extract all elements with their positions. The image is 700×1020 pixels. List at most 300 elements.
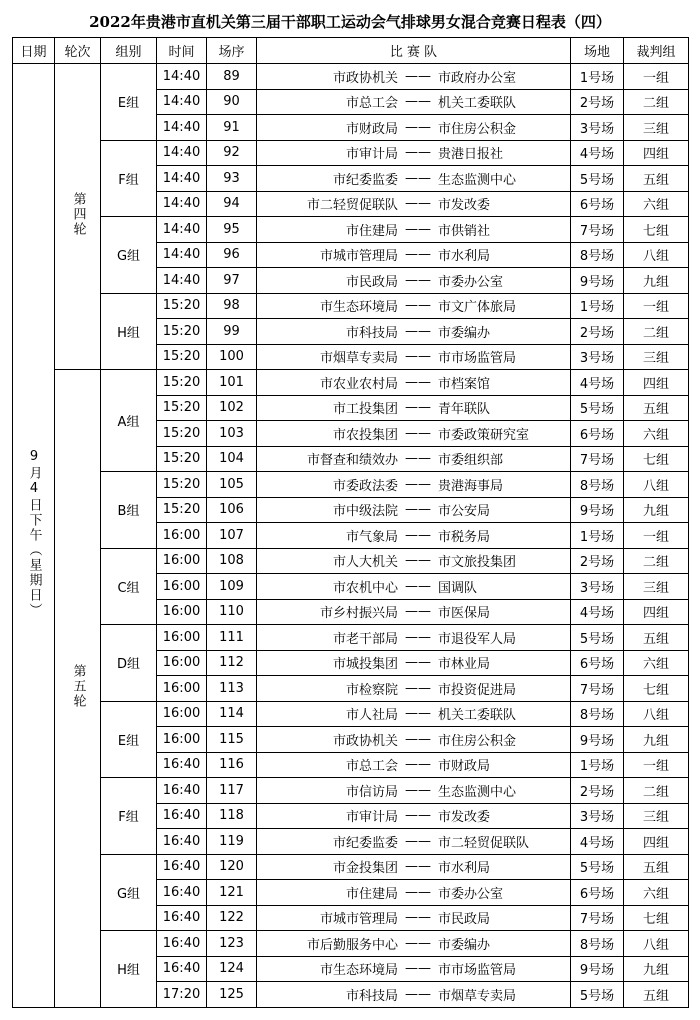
teams-cell [257, 523, 571, 549]
teams-cell [257, 982, 571, 1008]
group-cell: B组 [101, 472, 157, 549]
time-cell: 16:40 [157, 905, 207, 931]
venue-cell: 5号场 [571, 625, 624, 651]
time-cell: 14:40 [157, 242, 207, 268]
vs-dash: —— [405, 119, 431, 135]
away-team: 市文广体旅局 [438, 300, 517, 316]
away-team: 贵港海事局 [438, 478, 504, 494]
vs-dash: —— [405, 221, 431, 237]
away-team: 市发改委 [438, 198, 491, 214]
referee-cell: 二组 [624, 778, 689, 804]
referee-cell: 四组 [624, 829, 689, 855]
home-team: 市督查和绩效办 [306, 453, 398, 469]
away-team: 市退役军人局 [438, 631, 517, 647]
teams-cell [257, 395, 571, 421]
time-cell: 16:00 [157, 650, 207, 676]
away-team: 市民政局 [438, 912, 491, 928]
teams-cell [257, 625, 571, 651]
schedule-table [12, 37, 689, 1008]
away-team: 市委组织部 [438, 453, 504, 469]
away-team: 市委办公室 [438, 886, 504, 902]
home-team: 市纪委监委 [332, 172, 398, 188]
home-team: 市科技局 [345, 988, 398, 1004]
referee-cell: 七组 [624, 676, 689, 702]
venue-cell: 4号场 [571, 370, 624, 396]
referee-cell: 八组 [624, 931, 689, 957]
time-cell: 15:20 [157, 421, 207, 447]
referee-cell: 二组 [624, 319, 689, 345]
header-referee: 裁判组 [624, 38, 689, 64]
time-cell: 16:40 [157, 752, 207, 778]
teams-cell [257, 931, 571, 957]
vs-dash: —— [405, 502, 431, 518]
match-no-cell: 118 [207, 803, 257, 829]
referee-cell: 五组 [624, 854, 689, 880]
vs-dash: —— [405, 170, 431, 186]
teams-cell [257, 956, 571, 982]
round-label: 第四轮 [70, 192, 86, 237]
home-team: 市生态环境局 [319, 963, 398, 979]
venue-cell: 4号场 [571, 599, 624, 625]
match-row [13, 293, 689, 319]
teams-cell [257, 778, 571, 804]
match-no-cell: 91 [207, 115, 257, 141]
match-no-cell: 100 [207, 344, 257, 370]
away-team: 市水利局 [438, 249, 491, 265]
home-team: 市委政法委 [332, 478, 398, 494]
referee-cell: 五组 [624, 982, 689, 1008]
date-label: 9月4日下午（星期日） [26, 448, 42, 618]
home-team: 市人大机关 [332, 555, 398, 571]
vs-dash: —— [405, 400, 431, 416]
match-no-cell: 98 [207, 293, 257, 319]
time-cell: 14:40 [157, 217, 207, 243]
away-team: 市市场监管局 [438, 963, 517, 979]
home-team: 市住建局 [345, 886, 398, 902]
page-title: 2022年贵港市直机关第三届干部职工运动会气排球男女混合竞赛日程表（四） [89, 13, 611, 31]
match-row [13, 625, 689, 651]
match-no-cell: 93 [207, 166, 257, 192]
teams-cell [257, 497, 571, 523]
teams-cell [257, 650, 571, 676]
vs-dash: —— [405, 884, 431, 900]
venue-cell: 5号场 [571, 854, 624, 880]
venue-cell: 5号场 [571, 395, 624, 421]
round-label: 第五轮 [70, 663, 86, 709]
teams-cell [257, 599, 571, 625]
time-cell: 16:40 [157, 778, 207, 804]
vs-dash: —— [405, 935, 431, 951]
away-team: 市发改委 [438, 810, 491, 826]
round-cell [55, 64, 101, 370]
home-team: 市烟草专卖局 [319, 351, 398, 367]
group-cell: C组 [101, 548, 157, 625]
teams-cell [257, 140, 571, 166]
teams-cell [257, 676, 571, 702]
home-team: 市工投集团 [332, 402, 398, 418]
match-row [13, 64, 689, 90]
home-team: 市住建局 [345, 223, 398, 239]
time-cell: 16:00 [157, 523, 207, 549]
away-team: 贵港日报社 [438, 147, 504, 163]
time-cell: 15:20 [157, 497, 207, 523]
venue-cell: 3号场 [571, 344, 624, 370]
referee-cell: 六组 [624, 421, 689, 447]
away-team: 市供销社 [438, 223, 491, 239]
match-no-cell: 102 [207, 395, 257, 421]
home-team: 市二轻贸促联队 [306, 198, 398, 214]
teams-cell [257, 574, 571, 600]
teams-cell [257, 293, 571, 319]
referee-cell: 五组 [624, 625, 689, 651]
referee-cell: 五组 [624, 166, 689, 192]
time-cell: 16:40 [157, 854, 207, 880]
referee-cell: 九组 [624, 268, 689, 294]
match-no-cell: 89 [207, 64, 257, 90]
match-row [13, 854, 689, 880]
group-cell: E组 [101, 701, 157, 778]
venue-cell: 9号场 [571, 956, 624, 982]
match-no-cell: 115 [207, 727, 257, 753]
time-cell: 15:20 [157, 293, 207, 319]
teams-cell [257, 268, 571, 294]
time-cell: 15:20 [157, 472, 207, 498]
vs-dash: —— [405, 961, 431, 977]
venue-cell: 9号场 [571, 497, 624, 523]
venue-cell: 6号场 [571, 650, 624, 676]
vs-dash: —— [405, 298, 431, 314]
time-cell: 16:40 [157, 880, 207, 906]
away-team: 市住房公积金 [438, 121, 517, 137]
away-team: 机关工委联队 [438, 708, 517, 724]
vs-dash: —— [405, 604, 431, 620]
match-no-cell: 122 [207, 905, 257, 931]
time-cell: 16:40 [157, 931, 207, 957]
time-cell: 14:40 [157, 64, 207, 90]
match-no-cell: 99 [207, 319, 257, 345]
referee-cell: 六组 [624, 191, 689, 217]
referee-cell: 九组 [624, 956, 689, 982]
teams-cell [257, 166, 571, 192]
vs-dash: —— [405, 680, 431, 696]
match-no-cell: 124 [207, 956, 257, 982]
vs-dash: —— [405, 145, 431, 161]
match-row [13, 217, 689, 243]
match-row [13, 931, 689, 957]
vs-dash: —— [405, 272, 431, 288]
referee-cell: 七组 [624, 446, 689, 472]
venue-cell: 1号场 [571, 752, 624, 778]
venue-cell: 8号场 [571, 242, 624, 268]
match-no-cell: 90 [207, 89, 257, 115]
teams-cell [257, 217, 571, 243]
referee-cell: 二组 [624, 548, 689, 574]
venue-cell: 1号场 [571, 64, 624, 90]
referee-cell: 一组 [624, 64, 689, 90]
time-cell: 16:40 [157, 956, 207, 982]
vs-dash: —— [405, 629, 431, 645]
home-team: 市总工会 [345, 759, 398, 775]
group-cell: F组 [101, 778, 157, 855]
time-cell: 15:20 [157, 344, 207, 370]
match-no-cell: 103 [207, 421, 257, 447]
match-no-cell: 94 [207, 191, 257, 217]
away-team: 市委政策研究室 [438, 427, 530, 443]
time-cell: 16:40 [157, 803, 207, 829]
venue-cell: 6号场 [571, 421, 624, 447]
away-team: 市税务局 [438, 529, 491, 545]
match-row [13, 472, 689, 498]
venue-cell: 8号场 [571, 931, 624, 957]
venue-cell: 2号场 [571, 89, 624, 115]
away-team: 生态监测中心 [438, 172, 517, 188]
vs-dash: —— [405, 527, 431, 543]
time-cell: 15:20 [157, 370, 207, 396]
round-cell [55, 370, 101, 1008]
time-cell: 16:00 [157, 727, 207, 753]
referee-cell: 一组 [624, 752, 689, 778]
match-no-cell: 105 [207, 472, 257, 498]
time-cell: 14:40 [157, 115, 207, 141]
group-cell: G组 [101, 854, 157, 931]
away-team: 市市场监管局 [438, 351, 517, 367]
teams-cell [257, 319, 571, 345]
group-cell: H组 [101, 931, 157, 1008]
match-no-cell: 101 [207, 370, 257, 396]
teams-cell [257, 472, 571, 498]
referee-cell: 三组 [624, 574, 689, 600]
teams-cell [257, 548, 571, 574]
vs-dash: —— [405, 757, 431, 773]
vs-dash: —— [405, 374, 431, 390]
teams-cell [257, 89, 571, 115]
away-team: 市二轻贸促联队 [438, 835, 530, 851]
vs-dash: —— [405, 808, 431, 824]
home-team: 市城市管理局 [319, 249, 398, 265]
venue-cell: 3号场 [571, 115, 624, 141]
match-no-cell: 97 [207, 268, 257, 294]
header-time: 时间 [157, 38, 207, 64]
away-team: 市委编办 [438, 325, 491, 341]
venue-cell: 9号场 [571, 268, 624, 294]
group-cell: F组 [101, 140, 157, 217]
referee-cell: 四组 [624, 140, 689, 166]
vs-dash: —— [405, 859, 431, 875]
time-cell: 15:20 [157, 446, 207, 472]
venue-cell: 5号场 [571, 166, 624, 192]
home-team: 市中级法院 [332, 504, 398, 520]
date-cell [13, 64, 55, 1008]
vs-dash: —— [405, 578, 431, 594]
vs-dash: —— [405, 833, 431, 849]
away-team: 市公安局 [438, 504, 491, 520]
time-cell: 16:00 [157, 574, 207, 600]
teams-cell [257, 803, 571, 829]
venue-cell: 1号场 [571, 293, 624, 319]
away-team: 机关工委联队 [438, 96, 517, 112]
referee-cell: 五组 [624, 395, 689, 421]
time-cell: 14:40 [157, 268, 207, 294]
group-cell: E组 [101, 64, 157, 141]
away-team: 市投资促进局 [438, 682, 517, 698]
home-team: 市信访局 [345, 784, 398, 800]
home-team: 市城市管理局 [319, 912, 398, 928]
referee-cell: 八组 [624, 242, 689, 268]
home-team: 市乡村振兴局 [319, 606, 398, 622]
teams-cell [257, 701, 571, 727]
venue-cell: 6号场 [571, 191, 624, 217]
teams-cell [257, 905, 571, 931]
referee-cell: 七组 [624, 217, 689, 243]
away-team: 市住房公积金 [438, 733, 517, 749]
time-cell: 17:20 [157, 982, 207, 1008]
vs-dash: —— [405, 782, 431, 798]
venue-cell: 2号场 [571, 548, 624, 574]
home-team: 市老干部局 [332, 631, 398, 647]
home-team: 市纪委监委 [332, 835, 398, 851]
home-team: 市农投集团 [332, 427, 398, 443]
venue-cell: 7号场 [571, 446, 624, 472]
referee-cell: 四组 [624, 370, 689, 396]
teams-cell [257, 191, 571, 217]
header-teams: 比 赛 队 [257, 38, 571, 64]
time-cell: 16:00 [157, 548, 207, 574]
teams-cell [257, 829, 571, 855]
referee-cell: 九组 [624, 497, 689, 523]
vs-dash: —— [405, 94, 431, 110]
away-team: 市烟草专卖局 [438, 988, 517, 1004]
teams-cell [257, 752, 571, 778]
match-no-cell: 104 [207, 446, 257, 472]
time-cell: 15:20 [157, 319, 207, 345]
teams-cell [257, 446, 571, 472]
home-team: 市政协机关 [332, 733, 398, 749]
teams-cell [257, 880, 571, 906]
teams-cell [257, 727, 571, 753]
group-cell: D组 [101, 625, 157, 702]
match-no-cell: 110 [207, 599, 257, 625]
referee-cell: 二组 [624, 89, 689, 115]
venue-cell: 5号场 [571, 982, 624, 1008]
home-team: 市城投集团 [332, 657, 398, 673]
away-team: 国调队 [438, 580, 478, 596]
vs-dash: —— [405, 425, 431, 441]
group-cell: G组 [101, 217, 157, 294]
match-no-cell: 95 [207, 217, 257, 243]
header-venue: 场地 [571, 38, 624, 64]
match-no-cell: 106 [207, 497, 257, 523]
time-cell: 16:00 [157, 701, 207, 727]
vs-dash: —— [405, 476, 431, 492]
teams-cell [257, 64, 571, 90]
venue-cell: 7号场 [571, 217, 624, 243]
header-row [13, 38, 689, 64]
header-round: 轮次 [55, 38, 101, 64]
venue-cell: 2号场 [571, 778, 624, 804]
home-team: 市总工会 [345, 96, 398, 112]
match-row [13, 778, 689, 804]
venue-cell: 6号场 [571, 880, 624, 906]
match-no-cell: 107 [207, 523, 257, 549]
match-row [13, 701, 689, 727]
home-team: 市民政局 [345, 274, 398, 290]
vs-dash: —— [405, 706, 431, 722]
venue-cell: 4号场 [571, 140, 624, 166]
teams-cell [257, 854, 571, 880]
referee-cell: 一组 [624, 523, 689, 549]
home-team: 市金投集团 [332, 861, 398, 877]
away-team: 市水利局 [438, 861, 491, 877]
venue-cell: 3号场 [571, 803, 624, 829]
referee-cell: 三组 [624, 803, 689, 829]
match-no-cell: 119 [207, 829, 257, 855]
away-team: 市政府办公室 [438, 70, 517, 86]
match-no-cell: 96 [207, 242, 257, 268]
venue-cell: 1号场 [571, 523, 624, 549]
referee-cell: 一组 [624, 293, 689, 319]
vs-dash: —— [405, 323, 431, 339]
header-match-no: 场序 [207, 38, 257, 64]
time-cell: 16:00 [157, 599, 207, 625]
away-team: 市文旅投集团 [438, 555, 517, 571]
venue-cell: 7号场 [571, 676, 624, 702]
vs-dash: —— [405, 655, 431, 671]
referee-cell: 八组 [624, 701, 689, 727]
match-no-cell: 125 [207, 982, 257, 1008]
vs-dash: —— [405, 986, 431, 1002]
time-cell: 14:40 [157, 89, 207, 115]
header-group: 组别 [101, 38, 157, 64]
group-cell: H组 [101, 293, 157, 370]
away-team: 生态监测中心 [438, 784, 517, 800]
referee-cell: 四组 [624, 599, 689, 625]
venue-cell: 8号场 [571, 472, 624, 498]
header-date: 日期 [13, 38, 55, 64]
vs-dash: —— [405, 910, 431, 926]
match-no-cell: 120 [207, 854, 257, 880]
home-team: 市政协机关 [332, 70, 398, 86]
time-cell: 16:00 [157, 676, 207, 702]
home-team: 市气象局 [345, 529, 398, 545]
referee-cell: 九组 [624, 727, 689, 753]
match-row [13, 548, 689, 574]
teams-cell [257, 370, 571, 396]
match-no-cell: 113 [207, 676, 257, 702]
away-team: 市医保局 [438, 606, 491, 622]
vs-dash: —— [405, 451, 431, 467]
match-row [13, 140, 689, 166]
venue-cell: 9号场 [571, 727, 624, 753]
match-no-cell: 109 [207, 574, 257, 600]
vs-dash: —— [405, 68, 431, 84]
match-no-cell: 114 [207, 701, 257, 727]
away-team: 市委办公室 [438, 274, 504, 290]
time-cell: 14:40 [157, 140, 207, 166]
match-no-cell: 117 [207, 778, 257, 804]
away-team: 市林业局 [438, 657, 491, 673]
venue-cell: 8号场 [571, 701, 624, 727]
home-team: 市检察院 [345, 682, 398, 698]
home-team: 市审计局 [345, 147, 398, 163]
teams-cell [257, 115, 571, 141]
vs-dash: —— [405, 553, 431, 569]
match-row [13, 370, 689, 396]
home-team: 市后勤服务中心 [306, 937, 398, 953]
away-team: 市档案馆 [438, 376, 491, 392]
referee-cell: 八组 [624, 472, 689, 498]
teams-cell [257, 344, 571, 370]
time-cell: 16:40 [157, 829, 207, 855]
